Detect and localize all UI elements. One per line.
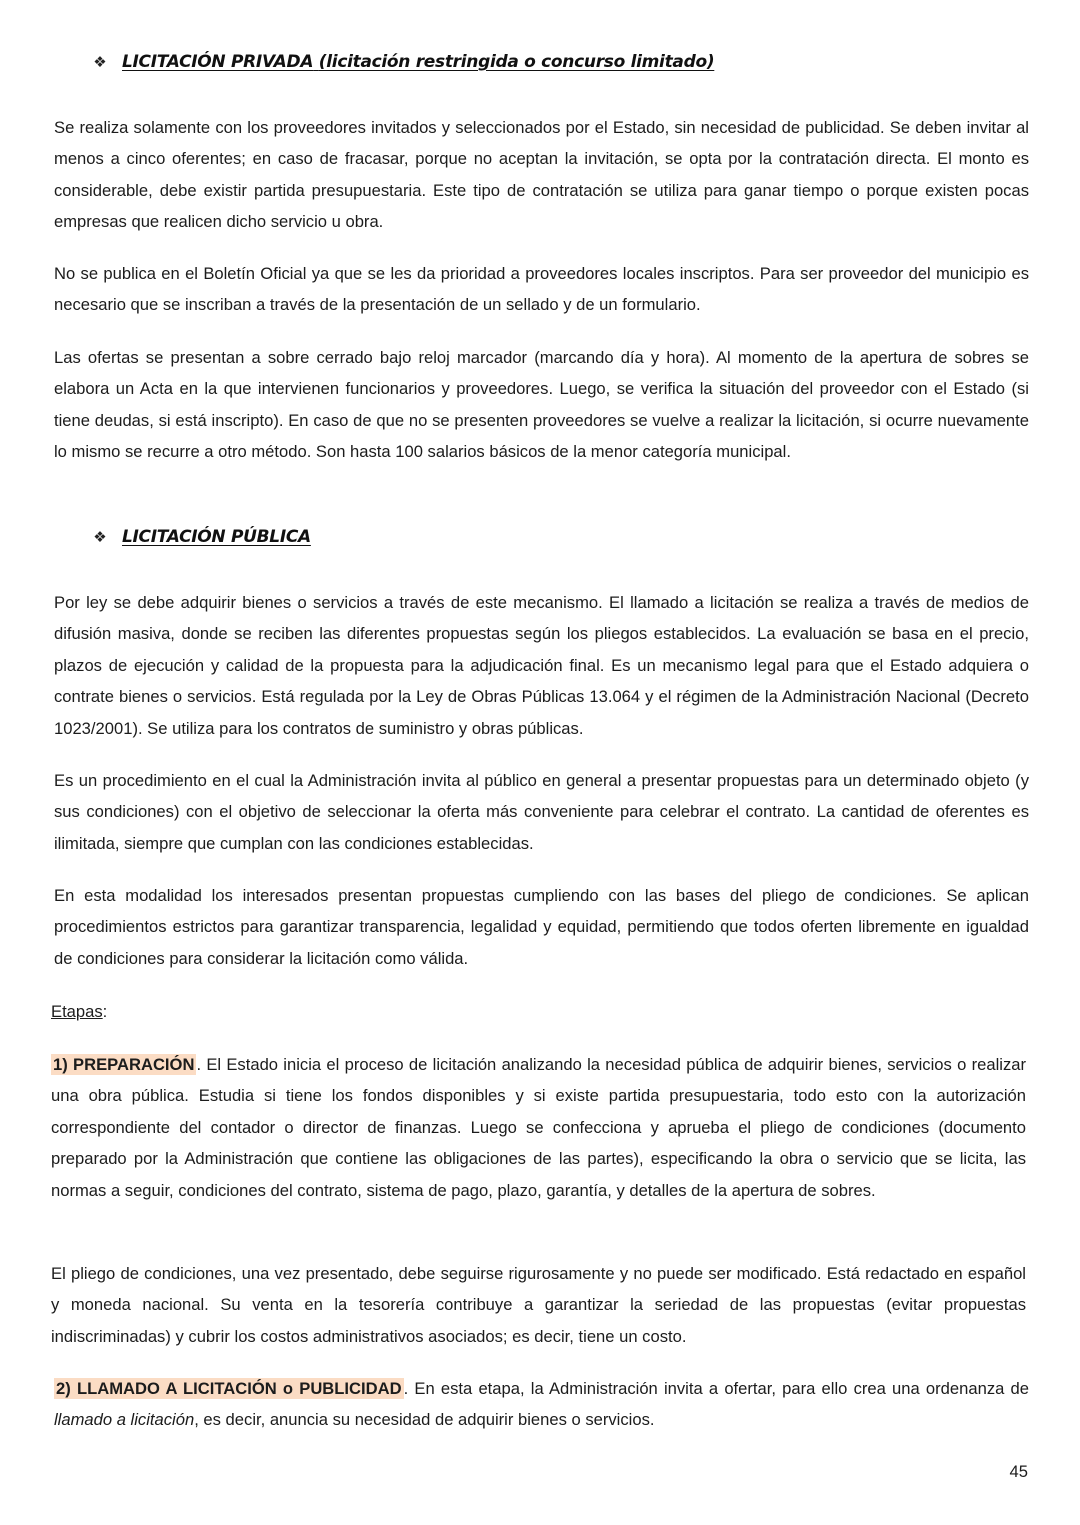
section-subtitle: (licitación restringida o concurso limitado) — [318, 52, 715, 72]
paragraph: Por ley se debe adquirir bienes o servicios a través de este mecanismo. El llamado a licitación se realiza a través de medios de difusión masiva, donde se reciben las diferentes propuestas según los pliegos establecidos. La evaluación se basa en el precio, plazos de ejecución y calidad de la propuesta para la adjudicación final. Es un mecanismo legal para que el Estado adquiera o contrate bienes o servicios. Está regulada por la Ley de Obras Públicas 13.064 y el régimen de la Administración Nacional (Decreto 1023/2001). Se utiliza para los contratos de suministro y obras públicas. — [54, 593, 1029, 738]
paragraph: Las ofertas se presentan a sobre cerrado bajo reloj marcador (marcando día y hora). Al momento de la apertura de sobres se elabora un Acta en la que intervienen funcionarios y proveedores. Luego, se verifica la situación del proveedor con el Estado (si tiene deudas, si está inscripto). En caso de que no se presenten proveedores se vuelve a realizar la licitación, si ocurre nuevamente lo mismo se recurre a otro método. Son hasta 100 salarios básicos de la menor categoría municipal. — [54, 348, 1029, 462]
section-title — [122, 52, 714, 72]
paragraph: En esta modalidad los interesados presentan propuestas cumpliendo con las bases del pliego de condiciones. Se aplican procedimientos estrictos para garantizar transparencia, legalidad y equidad, permitiendo que todos oferten libremente en igualdad de condiciones para considerar la licitación como válida. — [54, 886, 1029, 968]
stage-text-italic: llamado a licitación — [54, 1410, 195, 1430]
etapas-label — [51, 996, 107, 1027]
paragraph: El pliego de condiciones, una vez presentado, debe seguirse rigurosamente y no puede ser modificado. Está redactado en español y moneda nacional. Su venta en la tesorería contribuye a garantizar la seriedad de las propuestas (evitar propuestas indiscriminadas) y cubrir los costos administrativos asociados; es decir, tiene un costo. — [51, 1264, 1026, 1346]
stage-label-highlight: 2) LLAMADO A LICITACIÓN o PUBLICIDAD — [56, 1379, 402, 1398]
stage-text-before: . En esta etapa, la Administración invita a ofertar, para ello crea una ordenanza de — [403, 1379, 1030, 1398]
stage-llamado — [54, 1373, 1029, 1436]
paragraph: Es un procedimiento en el cual la Administración invita al público en general a presentar propuestas para un determinado objeto (y sus condiciones) con el objetivo de seleccionar la oferta más conveniente para celebrar el contrato. La cantidad de oferentes es ilimitada, siempre que cumplan con las condiciones establecidas. — [54, 771, 1029, 853]
etapas-label-text: Etapas — [51, 1002, 103, 1021]
stage-text: . El Estado inicia el proceso de licitación analizando la necesidad pública de adquirir bienes, servicios o realizar una obra pública. Estudia si tiene los fondos disponibles y si existe partida presupuestaria, todo esto con la autorización correspondiente del contador o director de finanzas. Luego se confecciona y aprueba el pliego de condiciones (documento preparado por la Administración que contiene las obligaciones de las partes), especificando la obra o servicio que se licita, las normas a seguir, condiciones del contrato, sistema de pago, plazo, garantía, y detalles de la apertura de sobres. — [51, 1055, 1026, 1200]
section-title-main: LICITACIÓN PRIVADA — [122, 52, 314, 72]
diamond-bullet-icon: ❖ — [93, 53, 107, 71]
section-heading-licitacion-privada — [92, 52, 714, 72]
paragraph: Se realiza solamente con los proveedores invitados y seleccionados por el Estado, sin necesidad de publicidad. Se deben invitar al menos a cinco oferentes; en caso de fracasar, porque no aceptan la invitación, se opta por la contratación directa. El monto es considerable, debe existir partida presupuestaria. Este tipo de contratación se utiliza para ganar tiempo o porque existen pocas empresas que realicen dicho servicio u obra. — [54, 118, 1029, 232]
stage-text-after: , es decir, anuncia su necesidad de adquirir bienes o servicios. — [194, 1410, 655, 1430]
stage-label-highlight: 1) PREPARACIÓN — [53, 1055, 195, 1074]
diamond-bullet-icon: ❖ — [93, 528, 107, 546]
section-title: LICITACIÓN PÚBLICA — [122, 527, 311, 547]
paragraph: No se publica en el Boletín Oficial ya que se les da prioridad a proveedores locales inscriptos. Para ser proveedor del municipio es necesario que se inscriban a través de la presentación de un sellado y de un formulario. — [54, 264, 1029, 315]
section-heading-licitacion-publica — [92, 527, 311, 547]
page-number: 45 — [1009, 1462, 1028, 1481]
stage-preparacion — [51, 1049, 1026, 1206]
etapas-label-colon: : — [102, 1002, 108, 1021]
